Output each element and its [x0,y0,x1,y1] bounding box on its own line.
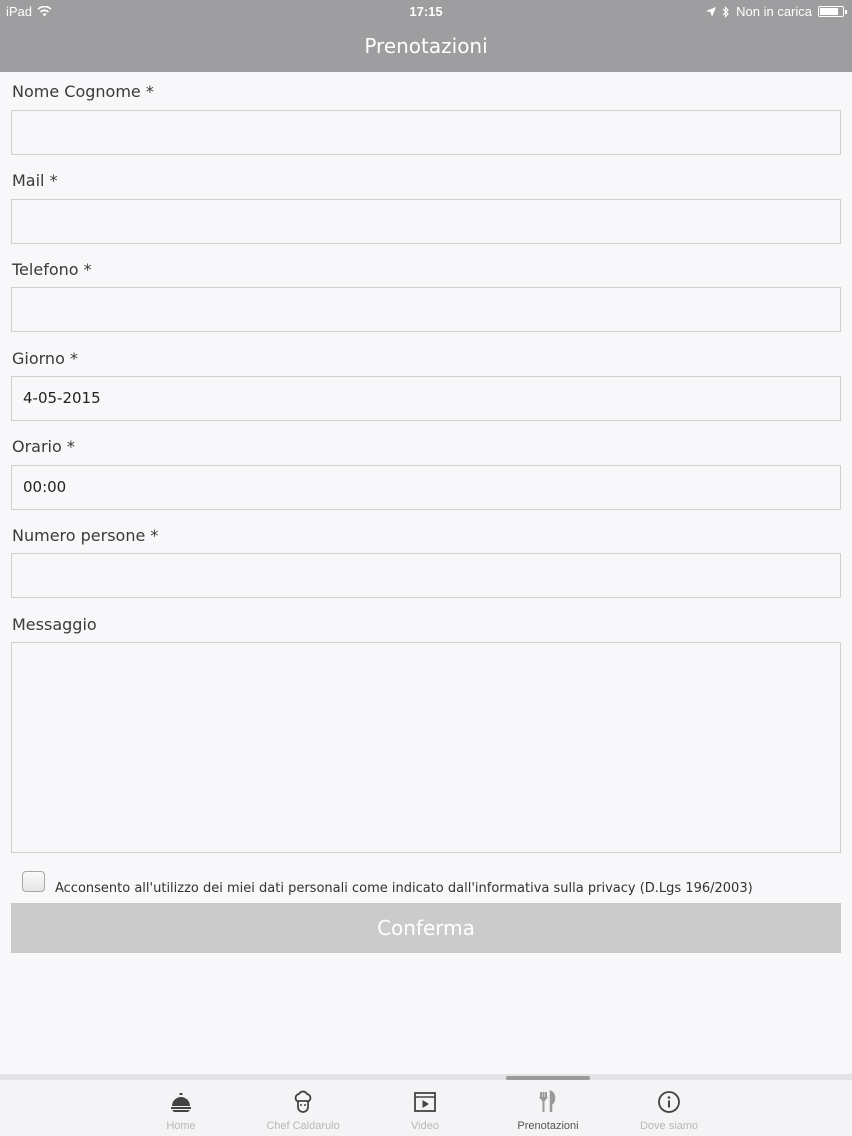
tab-dove-siamo[interactable] [619,1090,719,1132]
tab-bar [0,1074,852,1136]
time-field[interactable]: 00:00 [11,465,841,510]
tab-home-label: Home [166,1120,196,1132]
people-field[interactable] [11,553,841,598]
privacy-consent-label: Acconsento all'utilizzo dei miei dati personali come indicato dall'informativa sulla privacy (D.Lgs 196/2003) [55,881,753,896]
battery-status-text: Non in carica [736,4,812,19]
date-label: Giorno * [12,349,78,368]
privacy-consent [22,867,753,896]
nav-bar [0,24,852,72]
message-textarea[interactable] [11,642,841,853]
tab-video-label: Video [411,1120,439,1132]
tab-prenotazioni[interactable] [498,1090,598,1132]
people-label: Numero persone * [12,526,159,545]
tab-prenotazioni-label: Prenotazioni [517,1120,579,1132]
cloche-icon [169,1090,193,1114]
video-icon [413,1090,437,1114]
tab-video[interactable] [375,1090,475,1132]
tab-chef-label: Chef Caldarulo [266,1120,340,1132]
tab-active-indicator [506,1076,590,1080]
info-icon [657,1090,681,1114]
privacy-checkbox[interactable] [22,871,45,892]
status-right [706,4,844,19]
status-time: 17:15 [409,4,443,19]
location-arrow-icon [706,7,716,17]
name-label: Nome Cognome * [12,82,154,101]
phone-field[interactable] [11,287,841,332]
page-title: Prenotazioni [364,34,488,58]
time-label: Orario * [12,437,75,456]
confirm-button[interactable]: Conferma [11,903,841,953]
date-field[interactable]: 4-05-2015 [11,376,841,421]
phone-label: Telefono * [12,260,92,279]
name-field[interactable] [11,110,841,155]
status-bar [0,0,852,24]
bluetooth-icon [722,6,730,18]
tab-chef[interactable] [253,1090,353,1132]
cutlery-icon [536,1090,560,1114]
mail-label: Mail * [12,171,58,190]
message-label: Messaggio [12,615,97,634]
mail-field[interactable] [11,199,841,244]
battery-icon [818,6,844,17]
tab-home[interactable] [131,1090,231,1132]
device-name: iPad [6,4,33,19]
chef-hat-icon [291,1090,315,1114]
tab-dove-siamo-label: Dove siamo [639,1120,699,1132]
